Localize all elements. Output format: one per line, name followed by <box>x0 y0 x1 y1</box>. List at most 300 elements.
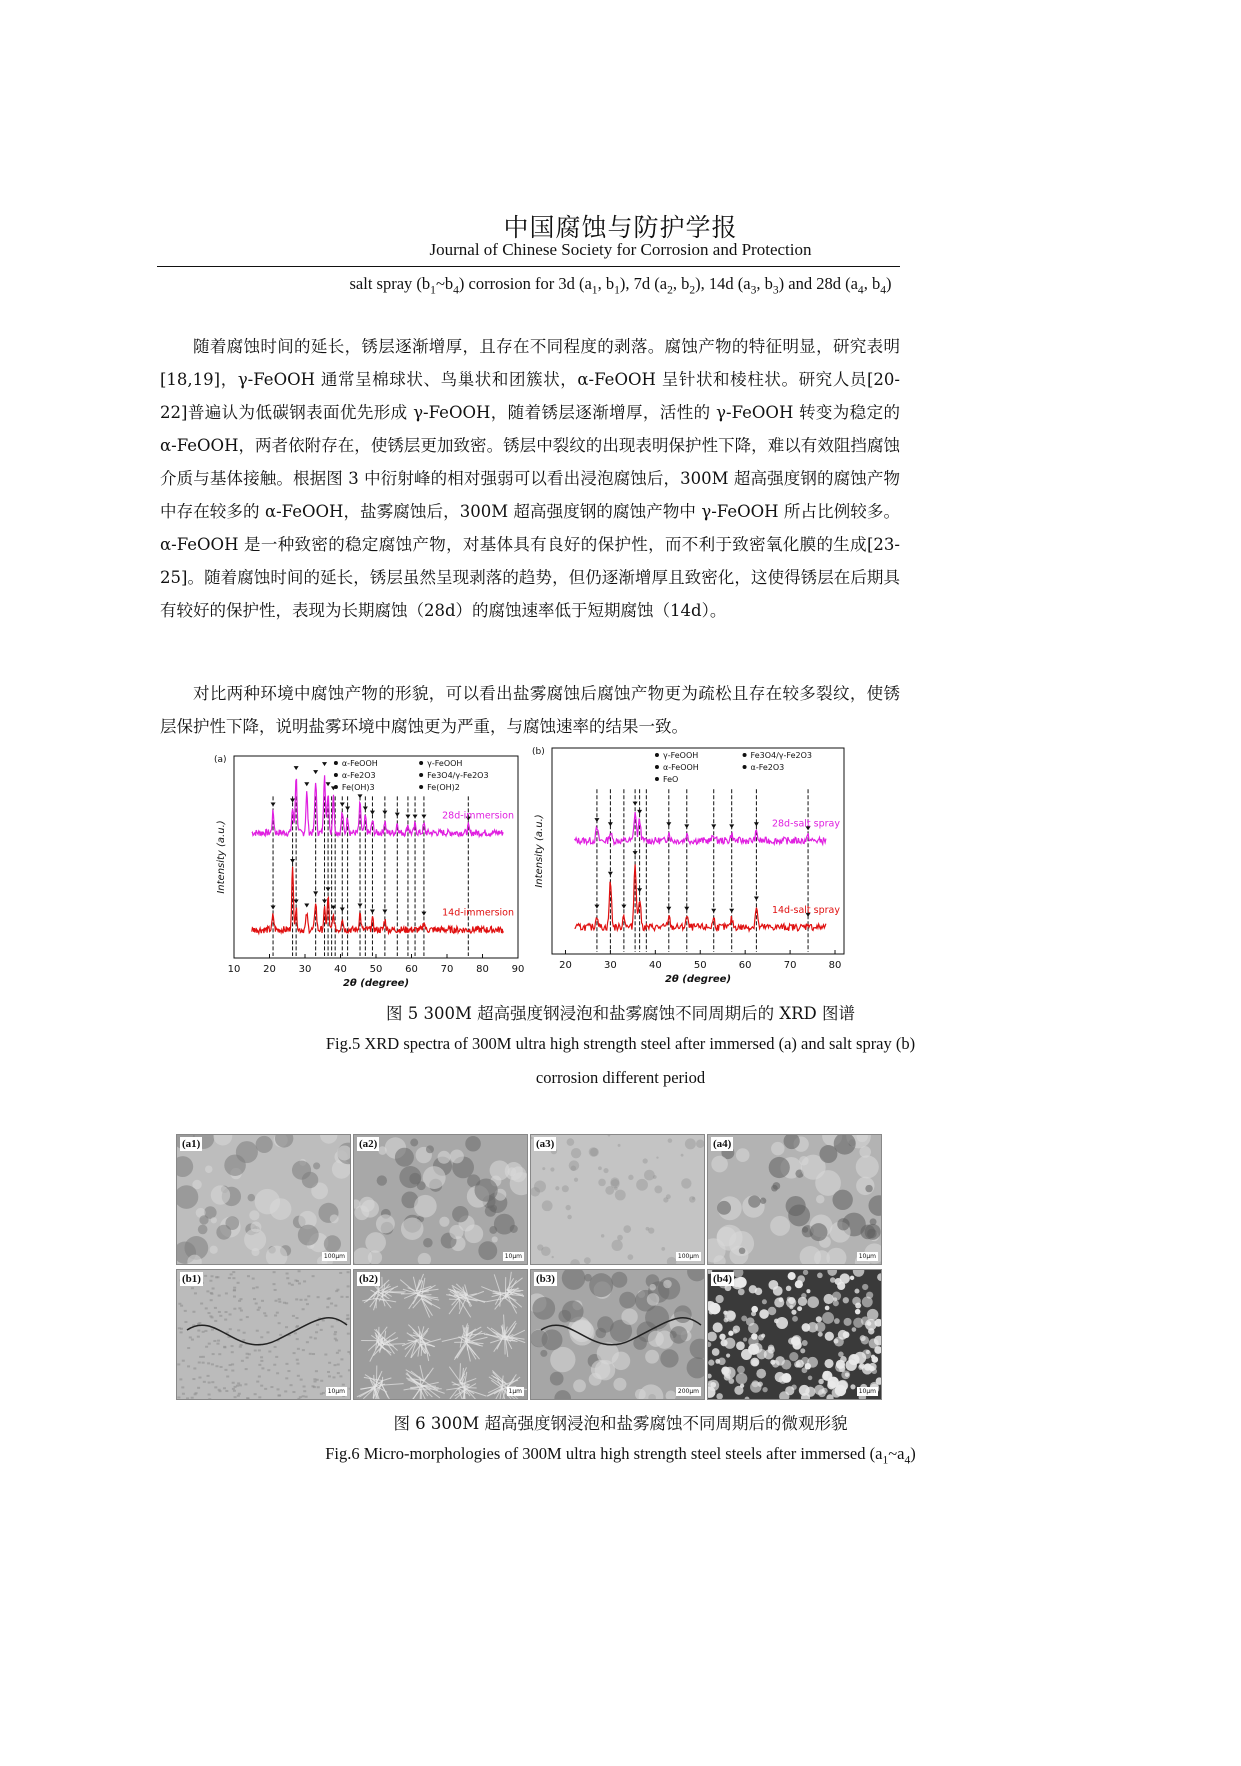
texture-mark <box>302 1395 305 1397</box>
texture-mark <box>832 1190 852 1210</box>
micrograph-grid <box>176 1134 881 1398</box>
texture-mark <box>211 1217 217 1223</box>
peak-marker <box>608 872 613 876</box>
peak-marker <box>358 794 363 798</box>
x-tick-label: 40 <box>334 964 347 975</box>
peak-marker <box>322 899 327 903</box>
texture-mark <box>825 1332 834 1341</box>
texture-mark <box>627 1254 633 1260</box>
texture-mark <box>856 1155 879 1178</box>
texture-mark <box>452 1206 468 1222</box>
texture-mark <box>184 1310 187 1312</box>
peak-marker <box>326 887 331 891</box>
texture-mark <box>252 1287 255 1289</box>
texture-mark <box>236 1141 258 1163</box>
texture-mark <box>681 1154 684 1157</box>
texture-mark <box>347 1333 350 1335</box>
micrograph-panel <box>176 1269 351 1400</box>
texture-mark <box>234 1396 237 1398</box>
texture-mark <box>214 1307 217 1309</box>
texture-mark <box>229 1313 232 1315</box>
texture-mark <box>258 1396 261 1398</box>
legend-item: Fe(OH)2 <box>427 783 460 792</box>
texture-mark <box>299 1396 302 1398</box>
texture-mark <box>210 1299 213 1301</box>
texture-mark <box>220 1366 223 1368</box>
peak-marker <box>294 899 299 903</box>
texture-mark <box>423 1166 446 1189</box>
texture-mark <box>233 1390 236 1392</box>
paragraph-2: 对比两种环境中腐蚀产物的形貌，可以看出盐雾腐蚀后腐蚀产物更为疏松且存在较多裂纹，使锈层保护性下降，说明盐雾环境中腐蚀更为严重，与腐蚀速率的结果一致。 <box>160 684 900 736</box>
texture-mark <box>256 1330 259 1332</box>
texture-mark <box>791 1385 796 1390</box>
fig5-caption-en-2: corrosion different period <box>535 1068 706 1087</box>
texture-mark <box>605 1186 614 1195</box>
texture-mark <box>503 1324 504 1335</box>
texture-mark <box>751 1306 758 1313</box>
texture-mark <box>238 1300 241 1302</box>
texture-mark <box>775 1356 785 1366</box>
peak-marker <box>754 822 759 826</box>
texture-mark <box>316 1324 319 1326</box>
texture-mark <box>648 1227 654 1233</box>
texture-mark <box>562 1301 584 1323</box>
texture-mark <box>193 1367 196 1369</box>
peak-marker <box>621 905 626 909</box>
texture-mark <box>346 1296 349 1298</box>
texture-mark <box>711 1156 728 1173</box>
texture-mark <box>768 1345 774 1351</box>
texture-mark <box>179 1378 182 1380</box>
texture-mark <box>211 1329 214 1331</box>
texture-mark <box>334 1338 337 1340</box>
micrograph-label: (a2) <box>359 1138 378 1150</box>
micrograph-label: (b4) <box>713 1273 732 1285</box>
texture-mark <box>418 1295 426 1296</box>
texture-mark <box>670 1326 688 1344</box>
texture-mark <box>246 1357 249 1359</box>
texture-mark <box>668 1138 673 1143</box>
texture-mark <box>439 1217 449 1227</box>
peak-marker <box>271 803 276 807</box>
texture-mark <box>322 1319 325 1321</box>
texture-mark <box>598 1166 602 1170</box>
texture-mark <box>861 1225 876 1240</box>
texture-mark <box>303 1280 306 1282</box>
texture-mark <box>237 1282 240 1284</box>
texture-mark <box>862 1284 868 1290</box>
texture-mark <box>218 1390 221 1392</box>
texture-mark <box>542 1167 545 1170</box>
micrograph-panel <box>353 1269 528 1400</box>
texture-mark <box>719 1334 725 1340</box>
texture-mark <box>207 1375 210 1377</box>
texture-mark <box>718 1357 726 1365</box>
series-label: 28d-salt spray <box>771 818 840 830</box>
texture-mark <box>285 1377 288 1379</box>
texture-mark <box>252 1278 255 1280</box>
texture-mark <box>573 1379 586 1392</box>
texture-mark <box>818 1379 823 1384</box>
micrograph-panel <box>353 1134 528 1265</box>
texture-mark <box>815 1322 825 1332</box>
texture-mark <box>286 1277 289 1279</box>
peak-marker <box>633 851 638 855</box>
legend-marker <box>655 765 659 769</box>
texture-mark <box>492 1236 498 1242</box>
texture-mark <box>248 1194 255 1201</box>
texture-mark <box>750 1381 761 1392</box>
texture-mark <box>816 1195 825 1204</box>
texture-mark <box>264 1388 267 1390</box>
texture-mark <box>751 1333 758 1340</box>
texture-mark <box>855 1289 860 1294</box>
texture-mark <box>223 1387 226 1389</box>
peak-marker <box>304 904 309 908</box>
texture-mark <box>756 1369 766 1379</box>
texture-mark <box>209 1315 212 1317</box>
texture-mark <box>801 1293 806 1298</box>
peak-marker <box>326 782 331 786</box>
texture-mark <box>233 1289 236 1291</box>
scale-bar-label: 10μm <box>858 1388 876 1395</box>
legend-item: Fe(OH)3 <box>341 783 375 792</box>
texture-mark <box>328 1362 331 1364</box>
texture-mark <box>346 1314 349 1316</box>
texture-mark <box>689 1196 696 1203</box>
texture-mark <box>347 1351 350 1353</box>
texture-mark <box>199 1356 202 1358</box>
micrograph-image <box>531 1135 704 1264</box>
peak-marker <box>340 908 345 912</box>
texture-mark <box>226 1376 229 1378</box>
texture-mark <box>598 1179 606 1187</box>
micrograph-image <box>177 1270 350 1399</box>
texture-mark <box>244 1229 266 1251</box>
texture-mark <box>832 1388 842 1398</box>
texture-mark <box>202 1331 205 1333</box>
micrograph-image <box>531 1270 704 1399</box>
texture-mark <box>254 1393 257 1395</box>
texture-mark <box>208 1343 211 1345</box>
texture-mark <box>237 1329 240 1331</box>
texture-mark <box>331 1326 334 1328</box>
texture-mark <box>736 1341 745 1350</box>
texture-mark <box>788 1272 796 1280</box>
texture-mark <box>401 1293 417 1294</box>
legend-marker <box>334 761 338 765</box>
texture-mark <box>258 1349 261 1351</box>
texture-mark <box>187 1347 190 1349</box>
texture-mark <box>272 1283 275 1285</box>
texture-mark <box>349 1388 350 1390</box>
texture-mark <box>848 1354 859 1365</box>
fig5-caption-cn: 图 5 300M 超高强度钢浸泡和盐雾腐蚀不同周期后的 XRD 图谱 <box>385 1004 855 1023</box>
texture-mark <box>240 1319 243 1321</box>
texture-mark <box>615 1190 626 1201</box>
texture-mark <box>317 1386 320 1388</box>
texture-mark <box>284 1390 287 1392</box>
texture-mark <box>720 1339 727 1346</box>
peak-marker <box>684 907 689 911</box>
texture-mark <box>752 1359 759 1366</box>
texture-mark <box>178 1327 181 1329</box>
peak-marker <box>729 824 734 828</box>
texture-mark <box>334 1305 337 1307</box>
texture-mark <box>643 1158 648 1163</box>
texture-mark <box>296 1317 299 1319</box>
micrograph-label: (b1) <box>182 1273 201 1285</box>
texture-mark <box>334 1333 337 1335</box>
texture-mark <box>330 1302 333 1304</box>
micrograph-background <box>708 1270 881 1399</box>
texture-mark <box>565 1205 570 1210</box>
texture-mark <box>211 1185 230 1204</box>
xrd-chart-b-svg <box>530 744 850 994</box>
texture-mark <box>603 1168 608 1173</box>
texture-mark <box>314 1337 317 1339</box>
texture-mark <box>194 1393 197 1395</box>
texture-mark <box>779 1376 787 1384</box>
texture-mark <box>843 1297 849 1303</box>
texture-mark <box>760 1198 766 1204</box>
peak-marker <box>608 822 613 826</box>
scale-bar-label: 200μm <box>677 1388 699 1395</box>
texture-mark <box>303 1390 306 1392</box>
texture-mark <box>255 1302 258 1304</box>
texture-mark <box>202 1356 205 1358</box>
texture-mark <box>211 1363 214 1365</box>
texture-mark <box>182 1360 185 1362</box>
micrograph-label: (a3) <box>536 1138 555 1150</box>
texture-mark <box>273 1271 276 1273</box>
xrd-chart-a-svg <box>214 748 524 994</box>
texture-mark <box>230 1273 233 1275</box>
texture-mark <box>298 1225 319 1246</box>
texture-mark <box>810 1223 828 1241</box>
texture-mark <box>806 1289 810 1293</box>
texture-mark <box>824 1294 834 1304</box>
texture-mark <box>490 1205 497 1212</box>
x-tick-label: 80 <box>476 964 489 975</box>
texture-mark <box>623 1225 631 1233</box>
peak-marker <box>711 909 716 913</box>
texture-mark <box>263 1312 266 1314</box>
texture-mark <box>426 1145 434 1153</box>
texture-mark <box>717 1227 737 1247</box>
texture-mark <box>257 1309 260 1311</box>
peak-marker <box>290 859 295 863</box>
legend-marker <box>655 753 659 757</box>
texture-mark <box>859 1363 865 1369</box>
texture-mark <box>239 1384 242 1386</box>
texture-mark <box>223 1346 226 1348</box>
texture-mark <box>860 1335 866 1341</box>
texture-mark <box>762 1387 767 1392</box>
micrograph-image <box>708 1135 881 1264</box>
texture-mark <box>278 1301 281 1303</box>
fig6-caption-en: Fig.6 Micro-morphologies of 300M ultra high strength steel steels after immersed $(a_1\sim a_4)$ <box>325 1444 916 1467</box>
peak-marker <box>421 912 426 916</box>
texture-mark <box>818 1332 823 1337</box>
texture-mark <box>233 1308 236 1310</box>
texture-mark <box>589 1273 613 1297</box>
x-tick-label: 30 <box>298 964 312 975</box>
texture-mark <box>822 1312 834 1324</box>
texture-mark <box>334 1331 337 1333</box>
texture-mark <box>833 1339 838 1344</box>
texture-mark <box>828 1377 839 1388</box>
fig5-caption-en-1: Fig.5 XRD spectra of 300M ultra high strength steel after immersed (a) and salt spray (b) <box>325 1034 916 1053</box>
peak-marker <box>684 824 689 828</box>
texture-mark <box>287 1370 290 1372</box>
texture-mark <box>840 1273 850 1283</box>
texture-mark <box>770 1360 775 1365</box>
texture-mark <box>264 1315 267 1317</box>
texture-mark <box>621 1308 637 1324</box>
texture-mark <box>850 1384 855 1389</box>
texture-mark <box>277 1388 280 1390</box>
peak-marker <box>637 810 642 814</box>
texture-mark <box>297 1398 300 1399</box>
texture-mark <box>192 1311 195 1313</box>
texture-mark <box>550 1167 554 1171</box>
texture-mark <box>571 1148 581 1158</box>
texture-mark <box>225 1292 228 1294</box>
texture-mark <box>177 1397 180 1399</box>
texture-mark <box>232 1382 235 1384</box>
x-tick-label: 70 <box>783 960 797 971</box>
texture-mark <box>306 1341 309 1343</box>
texture-mark <box>819 1145 837 1163</box>
peak-marker <box>290 798 295 802</box>
micrograph-background <box>177 1270 350 1399</box>
texture-mark <box>278 1322 281 1324</box>
series-label: 14d-salt spray <box>771 904 840 916</box>
texture-mark <box>644 1170 655 1181</box>
texture-mark <box>233 1287 236 1289</box>
texture-mark <box>254 1350 257 1352</box>
texture-mark <box>550 1372 564 1386</box>
series-label: 28d-immersion <box>442 810 514 822</box>
texture-mark <box>334 1364 337 1366</box>
texture-mark <box>542 1200 553 1211</box>
texture-mark <box>339 1375 342 1377</box>
legend-marker <box>743 765 747 769</box>
texture-mark <box>378 1146 387 1155</box>
texture-mark <box>771 1142 785 1156</box>
peak-marker <box>666 822 671 826</box>
micrograph-panel <box>176 1134 351 1265</box>
texture-mark <box>302 1308 305 1310</box>
peak-marker <box>405 815 410 819</box>
texture-mark <box>211 1381 214 1383</box>
micrograph-image <box>177 1135 350 1264</box>
texture-mark <box>569 1160 579 1170</box>
texture-mark <box>613 1378 626 1391</box>
micrograph-panel <box>530 1134 705 1265</box>
texture-mark <box>187 1365 190 1367</box>
micrograph-label: (b2) <box>359 1273 378 1285</box>
texture-mark <box>717 1201 731 1215</box>
texture-mark <box>567 1138 575 1146</box>
texture-mark <box>212 1287 215 1289</box>
texture-mark <box>348 1369 350 1371</box>
peak-marker <box>322 762 327 766</box>
texture-mark <box>417 1181 426 1190</box>
peak-marker <box>345 807 350 811</box>
texture-mark <box>225 1311 228 1313</box>
texture-mark <box>231 1351 234 1353</box>
texture-mark <box>619 1292 636 1309</box>
legend-marker <box>419 785 423 789</box>
x-axis-label: 2θ (degree) <box>664 974 732 985</box>
micrograph-panel <box>707 1134 882 1265</box>
texture-mark <box>180 1331 183 1333</box>
texture-mark <box>647 1293 660 1306</box>
legend-marker <box>419 761 423 765</box>
texture-mark <box>232 1277 235 1279</box>
texture-mark <box>208 1398 211 1399</box>
texture-mark <box>313 1378 316 1380</box>
texture-mark <box>285 1326 288 1328</box>
texture-mark <box>660 1349 678 1367</box>
texture-mark <box>224 1319 227 1321</box>
texture-mark <box>800 1348 805 1353</box>
texture-mark <box>724 1318 729 1323</box>
texture-mark <box>260 1385 263 1387</box>
texture-mark <box>181 1386 184 1388</box>
texture-mark <box>715 1295 723 1303</box>
texture-mark <box>866 1350 870 1354</box>
texture-mark <box>324 1235 341 1252</box>
texture-mark <box>862 1296 873 1307</box>
texture-mark <box>208 1394 211 1396</box>
texture-mark <box>708 1360 714 1366</box>
x-tick-label: 80 <box>828 960 842 971</box>
texture-mark <box>401 1217 424 1240</box>
texture-mark <box>824 1359 833 1368</box>
peak-marker <box>382 910 387 914</box>
texture-mark <box>305 1396 308 1398</box>
texture-mark <box>246 1316 249 1318</box>
texture-mark <box>850 1276 854 1280</box>
texture-mark <box>450 1149 464 1163</box>
texture-mark <box>494 1214 515 1235</box>
texture-mark <box>225 1390 228 1392</box>
texture-mark <box>313 1162 320 1169</box>
texture-mark <box>681 1178 691 1188</box>
texture-mark <box>768 1280 778 1290</box>
texture-mark <box>376 1214 395 1233</box>
texture-mark <box>180 1305 183 1307</box>
texture-mark <box>478 1241 497 1260</box>
texture-mark <box>212 1353 215 1355</box>
texture-mark <box>228 1277 231 1279</box>
texture-mark <box>337 1363 340 1365</box>
peak-marker <box>711 824 716 828</box>
texture-mark <box>274 1315 277 1317</box>
texture-mark <box>238 1307 241 1309</box>
texture-mark <box>844 1318 852 1326</box>
texture-mark <box>856 1177 874 1195</box>
texture-mark <box>838 1330 848 1340</box>
texture-mark <box>229 1328 232 1330</box>
texture-mark <box>206 1290 209 1292</box>
peak-marker <box>313 770 318 774</box>
texture-mark <box>192 1378 195 1380</box>
texture-mark <box>204 1275 207 1277</box>
